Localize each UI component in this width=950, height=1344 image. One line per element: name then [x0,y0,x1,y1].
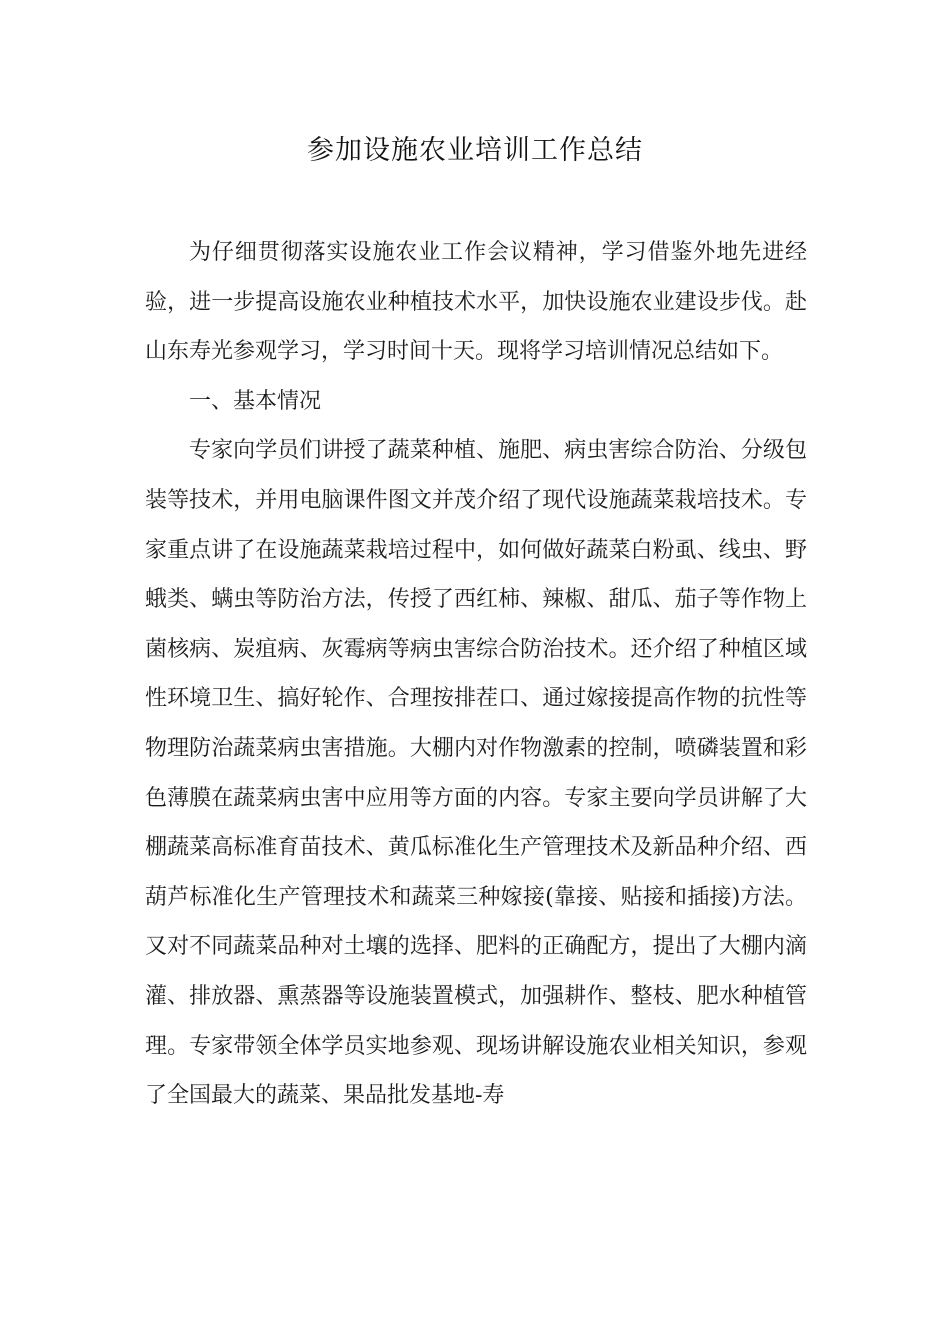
section-heading-basic-situation: 一、基本情况 [189,388,322,414]
paragraph-intro: 为仔细贯彻落实设施农业工作会议精神，学习借鉴外地先进经验，进一步提高设施农业种植技术水平，加快设施农业建设步伐。赴山东寿光参观学习，学习时间十天。现将学习培训情况总结如下。 [145,240,807,365]
paragraph-training-content: 专家向学员们讲授了蔬菜种植、施肥、病虫害综合防治、分级包装等技术，并用电脑课件图文并茂介绍了现代设施蔬菜栽培技术。专家重点讲了在设施蔬菜栽培过程中，如何做好蔬菜白粉虱、线虫、野蛾类、螨虫等防治方法，传授了西红柿、辣椒、甜瓜、茄子等作物上菌核病、炭疽病、灰霉病等病虫害综合防治技术。还介绍了种植区域性环境卫生、搞好轮作、合理按排茬口、通过嫁接提高作物的抗性等物理防治蔬菜病虫害措施。大棚内对作物激素的控制，喷磷装置和彩色薄膜在蔬菜病虫害中应用等方面的内容。专家主要向学员讲解了大棚蔬菜高标准育苗技术、黄瓜标准化生产管理技术及新品种介绍、西葫芦标准化生产管理技术和蔬菜三种嫁接(靠接、贴接和插接)方法。又对不同蔬菜品种对土壤的选择、肥料的正确配方，提出了大棚内滴灌、排放器、熏蒸器等设施装置模式，加强耕作、整枝、肥水种植管理。专家带领全体学员实地参观、现场讲解设施农业相关知识，参观了全国最大的蔬菜、果品批发基地-寿 [145,438,807,1109]
document-title: 参加设施农业培训工作总结 [307,135,643,166]
document-body [145,228,807,1121]
